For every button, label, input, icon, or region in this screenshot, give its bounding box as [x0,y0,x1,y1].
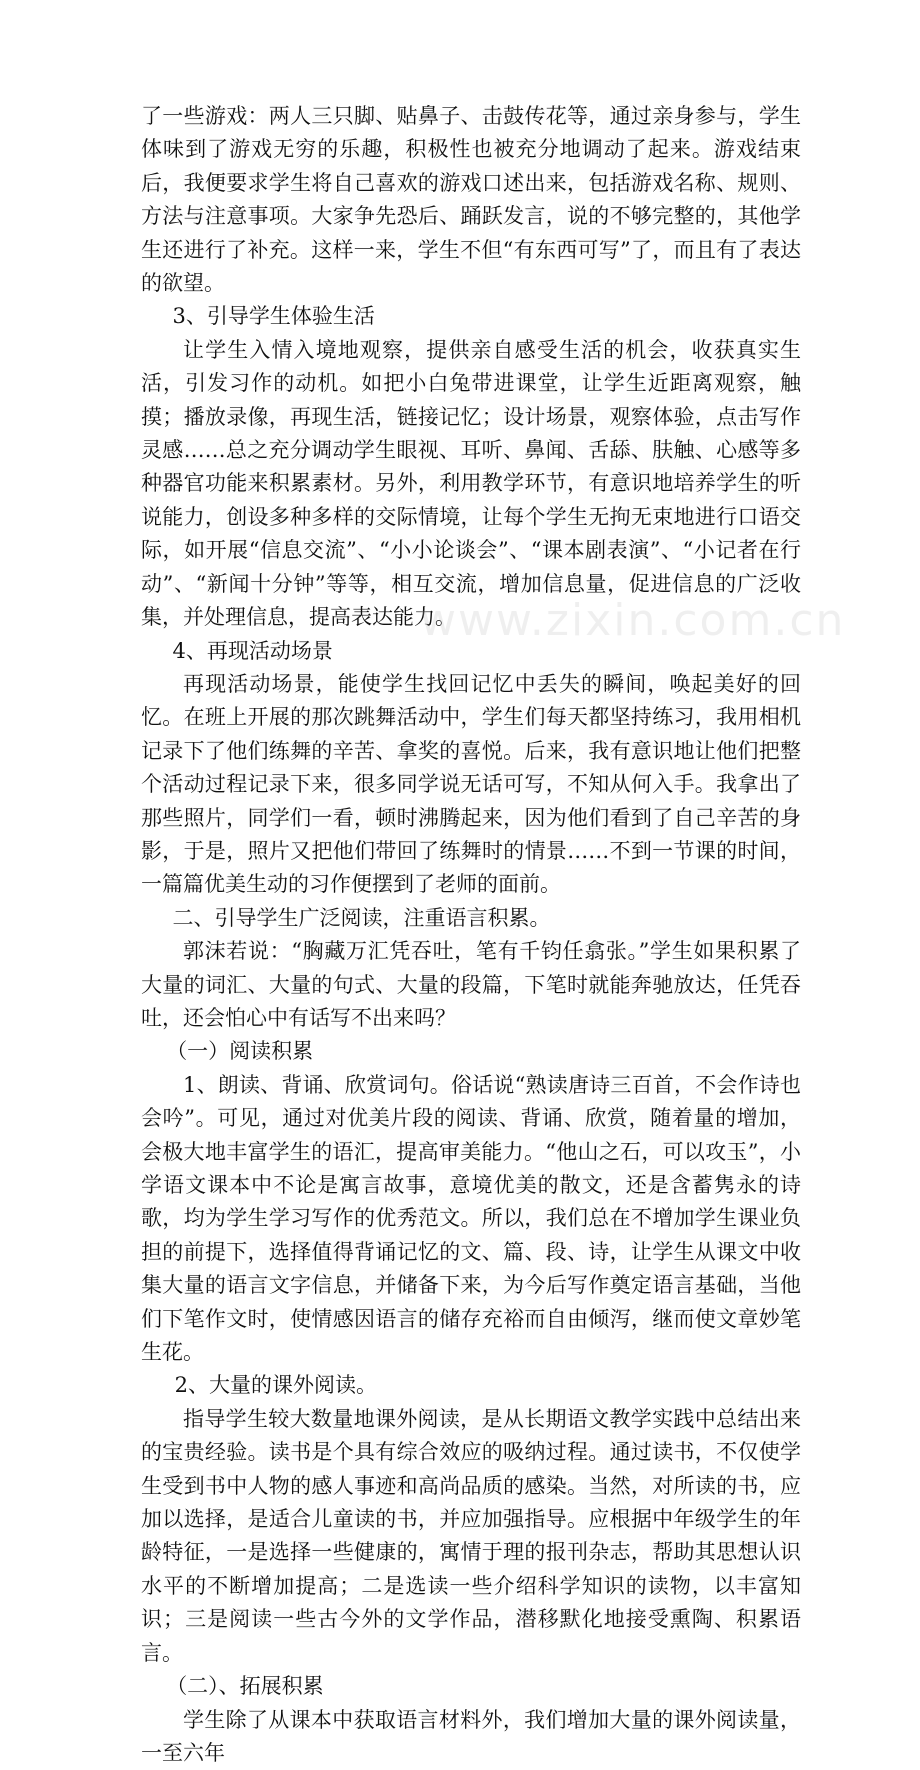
document-body [141,100,801,1770]
heading-wide-reading: 二、引导学生广泛阅读，注重语言积累。 [141,902,801,935]
heading-extended-accumulation: （二）、拓展积累 [141,1670,801,1703]
heading-reading-accumulation: （一）阅读积累 [141,1035,801,1068]
paragraph-extended-accumulation: 学生除了从课本中获取语言材料外，我们增加大量的课外阅读量，一至六年 [141,1704,801,1770]
paragraph-experience-life: 让学生入情入境地观察，提供亲自感受生活的机会，收获真实生活，引发习作的动机。如把小白兔带进课堂，让学生近距离观察，触摸；播放录像，再现生活，链接记忆；设计场景，观察体验，点击写作灵感……总之充分调动学生眼视、耳听、鼻闻、舌舔、肤触、心感等多种器官功能来积累素材。另外，利用教学环节，有意识地培养学生的听说能力，创设多种多样的交际情境，让每个学生无拘无束地进行口语交际，如开展“信息交流”、“小小论谈会”、“课本剧表演”、“小记者在行动”、“新闻十分钟”等等，相互交流，增加信息量，促进信息的广泛收集，并处理信息，提高表达能力。 [141,334,801,635]
paragraph-reading-reciting: 1、朗读、背诵、欣赏词句。俗话说“熟读唐诗三百首，不会作诗也会吟”。可见，通过对优美片段的阅读、背诵、欣赏，随着量的增加，会极大地丰富学生的语汇，提高审美能力。“他山之石，可以攻玉”，小学语文课本中不论是寓言故事，意境优美的散文，还是含蓄隽永的诗歌，均为学生学习写作的优秀范文。所以，我们总在不增加学生课业负担的前提下，选择值得背诵记忆的文、篇、段、诗，让学生从课文中收集大量的语言文字信息，并储备下来，为今后写作奠定语言基础，当他们下笔作文时，使情感因语言的储存充裕而自由倾泻，继而使文章妙笔生花。 [141,1069,801,1370]
paragraph-reproduce-scenes: 再现活动场景，能使学生找回记忆中丢失的瞬间，唤起美好的回忆。在班上开展的那次跳舞活动中，学生们每天都坚持练习，我用相机记录下了他们练舞的辛苦、拿奖的喜悦。后来，我有意识地让他们把整个活动过程记录下来，很多同学说无话可写，不知从何入手。我拿出了那些照片，同学们一看，顿时沸腾起来，因为他们看到了自己辛苦的身影，于是，照片又把他们带回了练舞时的情景……不到一节课的时间，一篇篇优美生动的习作便摆到了老师的面前。 [141,668,801,902]
paragraph-games-intro: 了一些游戏：两人三只脚、贴鼻子、击鼓传花等，通过亲身参与，学生体味到了游戏无穷的乐趣，积极性也被充分地调动了起来。游戏结束后，我便要求学生将自己喜欢的游戏口述出来，包括游戏名称、规则、方法与注意事项。大家争先恐后、踊跃发言，说的不够完整的，其他学生还进行了补充。这样一来，学生不但“有东西可写”了，而且有了表达的欲望。 [141,100,801,300]
watermark: www.zixin.com.cn [420,595,845,646]
paragraph-guo-moruo-quote: 郭沫若说：“胸藏万汇凭吞吐，笔有千钧任翕张。”学生如果积累了大量的词汇、大量的句式、大量的段篇，下笔时就能奔驰放达，任凭吞吐，还会怕心中有话写不出来吗？ [141,935,801,1035]
heading-reproduce-scenes: 4、再现活动场景 [141,635,801,668]
heading-experience-life: 3、引导学生体验生活 [141,300,801,333]
paragraph-extracurricular-reading: 指导学生较大数量地课外阅读，是从长期语文教学实践中总结出来的宝贵经验。读书是个具有综合效应的吸纳过程。通过读书，不仅使学生受到书中人物的感人事迹和高尚品质的感染。当然，对所读的书，应加以选择，是适合儿童读的书，并应加强指导。应根据中年级学生的年龄特征，一是选择一些健康的，寓情于理的报刊杂志，帮助其思想认识水平的不断增加提高；二是选读一些介绍科学知识的读物，以丰富知识；三是阅读一些古今外的文学作品，潜移默化地接受熏陶、积累语言。 [141,1403,801,1670]
heading-extracurricular-reading: 2、大量的课外阅读。 [141,1369,801,1402]
